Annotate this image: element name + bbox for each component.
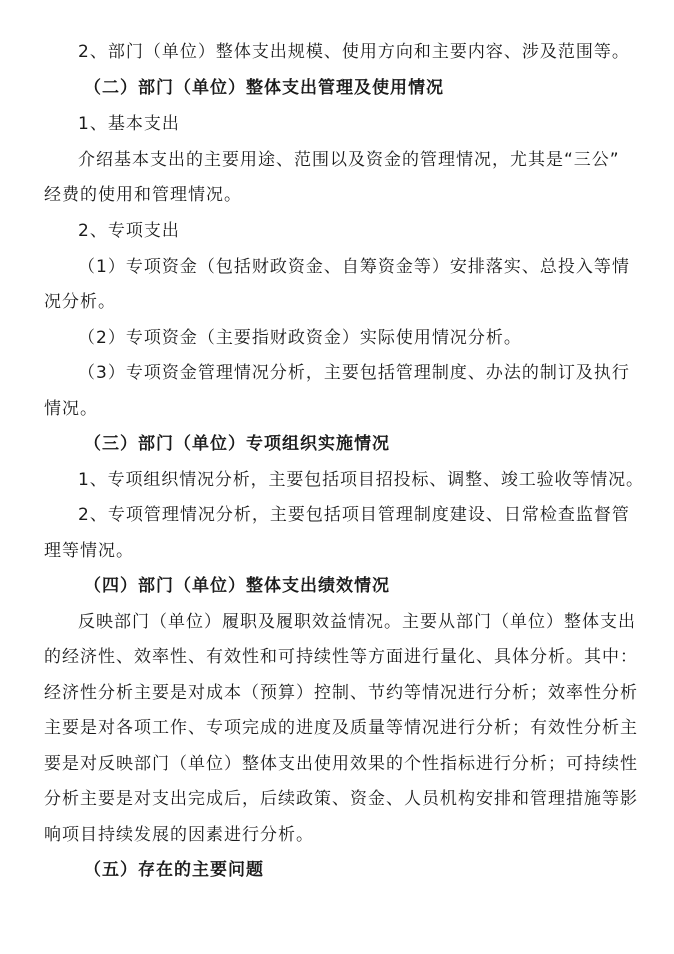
paragraph-performance-line-1: 反映部门（单位）履职及履职效益情况。主要从部门（单位）整体支出 [78,612,636,632]
heading-section-2: （二）部门（单位）整体支出管理及使用情况 [84,78,444,98]
paragraph-performance-line-3: 经济性分析主要是对成本（预算）控制、节约等情况进行分析；效率性分析 [44,683,638,703]
paragraph-basic-line-1: 介绍基本支出的主要用途、范围以及资金的管理情况，尤其是“三公” [78,150,620,170]
item-1-line-1: （1）专项资金（包括财政资金、自筹资金等）安排落实、总投入等情 [78,257,630,277]
heading-section-5: （五）存在的主要问题 [84,860,264,880]
item-2: （2）专项资金（主要指财政资金）实际使用情况分析。 [78,328,522,348]
paragraph-performance-line-5: 要是对反映部门（单位）整体支出使用效果的个性指标进行分析；可持续性 [44,754,638,774]
subheading-basic-expenditure: 1、基本支出 [78,114,180,134]
paragraph-performance-line-2: 的经济性、效率性、有效性和可持续性等方面进行量化、具体分析。其中： [44,647,638,667]
paragraph-mgmt-analysis-line-1: 2、专项管理情况分析，主要包括项目管理制度建设、日常检查监督管 [78,505,630,525]
paragraph-mgmt-analysis-line-2: 理等情况。 [44,541,134,561]
subheading-special-expenditure: 2、专项支出 [78,221,180,241]
heading-section-4: （四）部门（单位）整体支出绩效情况 [84,576,390,596]
paragraph-performance-line-7: 响项目持续发展的因素进行分析。 [44,825,314,845]
paragraph-scope: 2、部门（单位）整体支出规模、使用方向和主要内容、涉及范围等。 [78,42,630,62]
heading-section-3: （三）部门（单位）专项组织实施情况 [84,434,390,454]
paragraph-org-analysis: 1、专项组织情况分析，主要包括项目招投标、调整、竣工验收等情况。 [78,470,644,490]
paragraph-performance-line-4: 主要是对各项工作、专项完成的进度及质量等情况进行分析；有效性分析主 [44,718,638,738]
paragraph-basic-line-2: 经费的使用和管理情况。 [44,185,242,205]
item-1-line-2: 况分析。 [44,292,116,312]
paragraph-performance-line-6: 分析主要是对支出完成后，后续政策、资金、人员机构安排和管理措施等影 [44,789,638,809]
item-3-line-2: 情况。 [44,399,98,419]
item-3-line-1: （3）专项资金管理情况分析，主要包括管理制度、办法的制订及执行 [78,363,630,383]
